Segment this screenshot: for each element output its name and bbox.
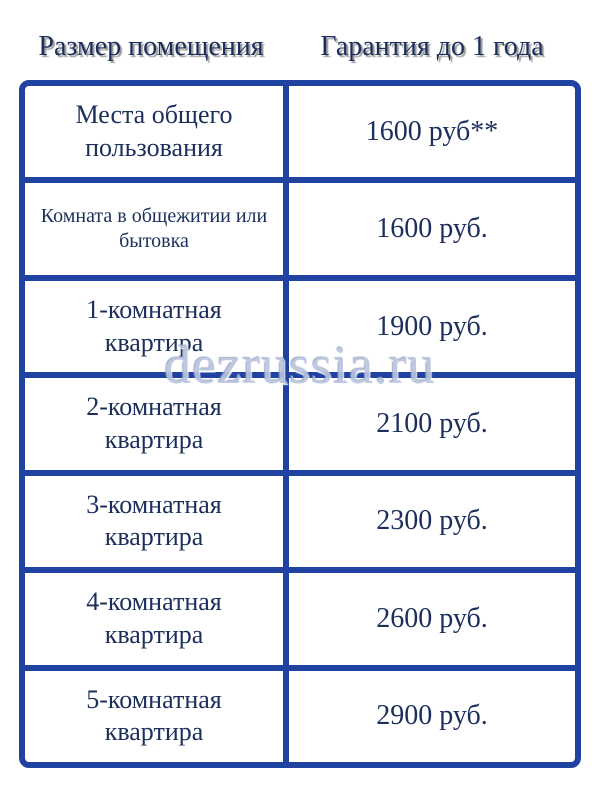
table-row	[25, 281, 575, 378]
watermark: dezrussia.ru	[164, 335, 436, 395]
room-size-cell: 1-комнатная квартира	[25, 281, 289, 372]
room-size-cell: Комната в общежитии или бытовка	[25, 183, 289, 274]
pricing-table	[19, 80, 581, 768]
price-cell: 2100 руб.	[376, 407, 488, 439]
room-size-cell: 4-комнатная квартира	[25, 573, 289, 664]
price-cell: 2900 руб.	[376, 700, 488, 732]
room-size-cell: 2-комнатная квартира	[25, 378, 289, 469]
room-size-cell: 3-комнатная квартира	[25, 476, 289, 567]
price-cell: 1600 руб**	[365, 115, 499, 147]
price-cell: 2600 руб.	[376, 602, 488, 634]
header-warranty: Гарантия до 1 года	[320, 31, 544, 62]
header-room-size: Размер помещения	[38, 31, 264, 62]
table-row	[25, 671, 575, 762]
table-row	[25, 476, 575, 573]
price-cell: 2300 руб.	[376, 505, 488, 537]
table-header	[19, 26, 581, 68]
room-size-cell: 5-комнатная квартира	[25, 671, 289, 762]
table-row	[25, 573, 575, 670]
price-cell: 1600 руб.	[376, 213, 488, 245]
table-row	[25, 378, 575, 475]
table-row	[25, 86, 575, 183]
price-cell: 1900 руб.	[376, 310, 488, 342]
table-row	[25, 183, 575, 280]
room-size-cell: Места общего пользования	[25, 86, 289, 177]
